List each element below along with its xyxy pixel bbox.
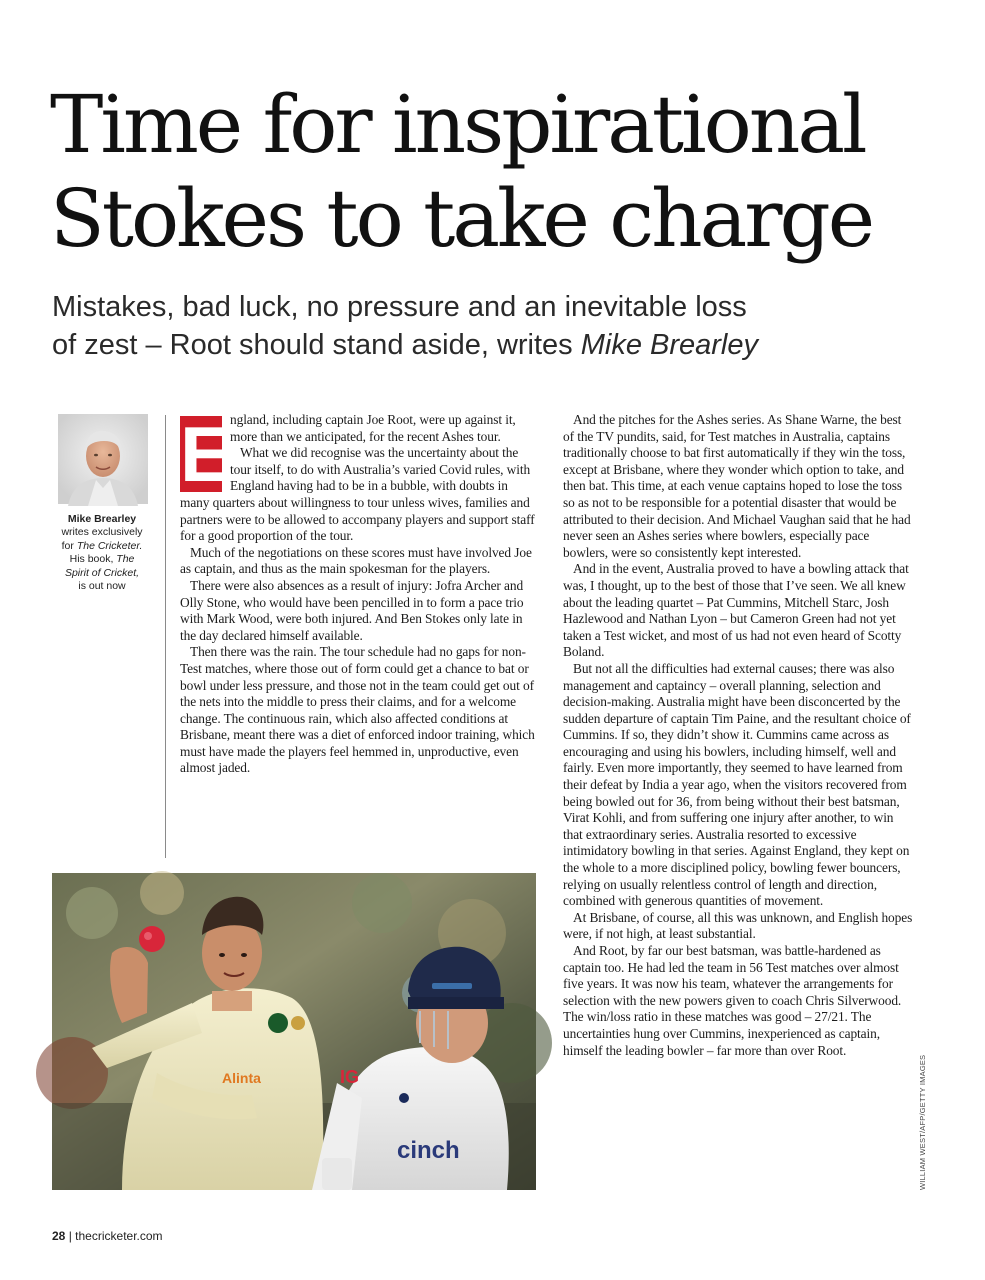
column-divider [165,415,166,858]
author-caption [52,513,152,593]
standfirst [52,288,932,364]
standfirst-line-2: of zest – Root should stand aside, writes [52,329,581,361]
standfirst-line-1: Mistakes, bad luck, no pressure and an inevitable loss [52,291,747,323]
page-number: 28 [52,1229,66,1243]
bowler-shirt-sponsor: Alinta [222,1070,261,1086]
paragraph: But not all the difficulties had external causes; there was also management and captaincy – overall planning, selection and decision-making. Australia might have been disconcerted by the sudden departure of captain Tim Paine, and the resultant choice of Cummins. If so, they didn’t show it. Cummins came across as encouraging and using his bowlers, including himself, well and fairly. Even more importantly, they seemed to have learned from their defeat by India a year ago, when the visitors recovered from being bowled out for 36, from being without their best batsman, Virat Kohli, and from suffering one injury after another, to win that extraordinary series. Australia resorted to excessive intimidatory bowling in that series. Against England, they kept on the whole to a more disciplined policy, bowling fewer bouncers, relying on usually relentless control of length and direction, combined with generous quantities of movement. [563,660,911,909]
page-footer [52,1229,163,1243]
paragraph: And Root, by far our best batsman, was battle-hardened as captain too. He had led the team in 56 Test matches over almost five years. It was now his team, whatever the arrangements for selection with the new powers given to coach Chris Silverwood. The win/loss ratio in these matches was good – 27/21. The uncertainties hung over Cummins, inexperienced as captain, himself the leading bowler – far more than over Root. [563,943,902,1058]
headline-line-2: Stokes to take charge [50,172,873,265]
match-photo-illustration [52,873,536,1190]
paragraph: Much of the negotiations on these scores must have involved Joe as captain, and thus as the main spokesman for the players. [180,544,532,577]
batter-shirt-sponsor: cinch [397,1137,460,1164]
author-name: Mike Brearley [67,513,137,525]
paragraph: What we did recognise was the uncertainty about the tour itself, to do with Australia’s varied Covid rules, with England having had to be in a bubble, with doubts in many quarters about willingness to tour unless wives, families and partners were to be allowed to accompany players and support staff for a good proportion of the tour. [180,445,535,544]
drop-cap: E [180,410,232,498]
headline [50,78,950,266]
batter-sleeve-text: IG [340,1067,360,1087]
paragraph: ngland, including captain Joe Root, were up against it, more than we anticipated, for the recent Ashes tour. [230,412,516,444]
author-book-title-a: The [116,553,135,566]
footer-separator: | [68,1229,72,1243]
author-caption-book-prefix: His book, [69,553,117,566]
headline-line-1: Time for inspirational [50,78,865,171]
article-column-2 [563,412,913,1059]
paragraph: Then there was the rain. The tour schedule had no gaps for non-Test matches, where those out of form could get a chance to bat or bowl under less pressure, and those not in the team could get out of the nets into the middle to press their claims, and for a welcome change. The continuous rain, which also affected conditions at Brisbane, meant there was a diet of enforced indoor training, which must have made the players feel hemmed in, unproductive, even almost jaded. [180,644,535,776]
author-book-title-b: Spirit of Cricket, [64,566,140,579]
author-caption-line-1: writes exclusively [61,526,143,539]
paragraph: At Brisbane, of course, all this was unknown, and English hopes were, if not high, at least substantial. [563,909,913,942]
footer-site: thecricketer.com [75,1229,163,1243]
author-portrait-illustration [58,414,148,504]
author-avatar [58,414,148,504]
photo-credit: WILLIAM WEST/AFP/GETTY IMAGES [918,1054,927,1190]
standfirst-byline: Mike Brearley [580,329,759,361]
author-caption-line-4: is out now [78,580,126,593]
author-publication: The Cricketer. [76,539,143,552]
author-caption-for: for [61,539,77,552]
paragraph: And in the event, Australia proved to have a bowling attack that was, I thought, up to the best of those that I’ve seen. We all knew about the leading quartet – Pat Cummins, Mitchell Starc, Josh Hazlewood and Nathan Lyon – but Cameron Green had not yet taken a Test wicket, and most of us had not even heard of Scotty Boland. [563,561,909,660]
paragraph: There were also absences as a result of injury: Jofra Archer and Olly Stone, who would have been pencilled in to form a pace trio with Mark Wood, were both injured. And Ben Stokes only late in the day declared himself available. [180,577,524,643]
article-column-1 [180,412,540,777]
paragraph: And the pitches for the Ashes series. As Shane Warne, the best of the TV pundits, said, for Test matches in Australia, captains traditionally choose to bat first automatically if they win the toss, except at Brisbane, where they wonder which option to take, and then bat. This time, at each venue captains hoped to lose the toss so as not to be responsible for a potential disaster that would be attributed to their decision. And Michael Vaughan said that he had never seen an Ashes series where bowlers, especially pace bowlers, were so consistently kept interested. [563,412,911,560]
match-photo [52,873,536,1190]
